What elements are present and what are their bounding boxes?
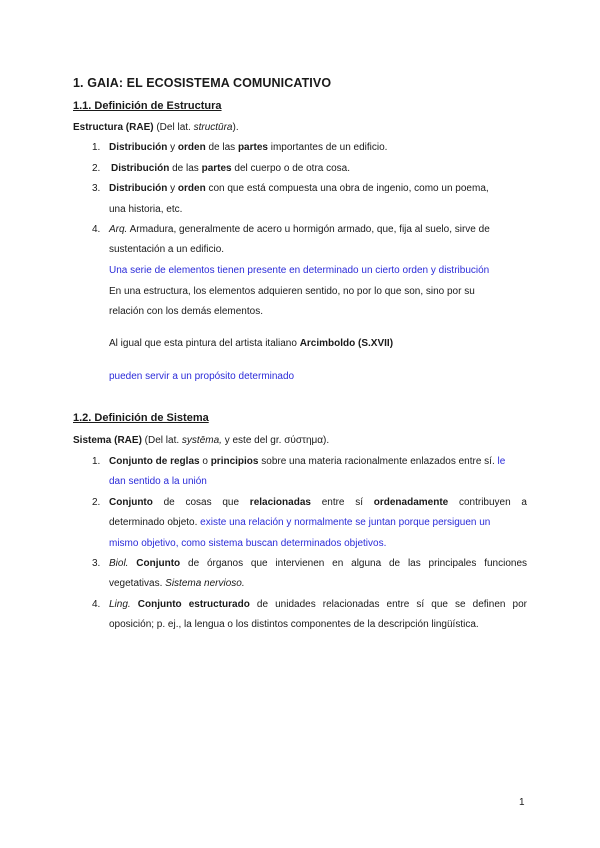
list-item-continuation: sustentación a un edificio.	[109, 244, 225, 255]
definition-header-estructura	[73, 121, 239, 134]
blue-note: dan sentido a la unión	[109, 476, 207, 487]
list-item-continuation: una historia, etc.	[109, 204, 183, 215]
definition-origin: (Del lat.	[153, 122, 194, 133]
definition-origin-end: ).	[232, 122, 239, 133]
list-number: 4.	[92, 224, 101, 235]
main-heading: 1. GAIA: EL ECOSISTEMA COMUNICATIVO	[73, 76, 332, 90]
definition-term: Estructura (RAE)	[73, 122, 154, 133]
definition-term: Sistema (RAE)	[73, 435, 142, 446]
blue-note: mismo objetivo, como sistema buscan determinados objetivos.	[109, 538, 387, 549]
list-number: 1.	[92, 142, 101, 153]
list-item-continuation: vegetativas. Sistema nervioso.	[109, 578, 245, 589]
section-title-estructura: 1.1. Definición de Estructura	[73, 100, 222, 112]
list-item: Arq. Armadura, generalmente de acero u hormigón armado, que, fija al suelo, sirve de	[109, 224, 490, 235]
definition-header-sistema	[73, 434, 329, 447]
list-item: Ling. Conjunto estructurado de unidades relacionadas entre sí que se definen por	[109, 599, 527, 610]
page-number: 1	[519, 797, 525, 808]
list-number: 2.	[92, 497, 101, 508]
paragraph-line: En una estructura, los elementos adquieren sentido, no por lo que son, sino por su	[109, 286, 475, 297]
list-item: Biol. Conjunto de órganos que intervienen en alguna de las principales funciones	[109, 558, 528, 569]
list-number: 3.	[92, 558, 101, 569]
section-title-sistema: 1.2. Definición de Sistema	[73, 412, 209, 424]
list-item: Conjunto de cosas que relacionadas entre sí ordenadamente contribuyen a	[109, 497, 527, 508]
list-item: Distribución y orden de las partes importantes de un edificio.	[109, 142, 388, 153]
list-item: Conjunto de reglas o principios sobre una materia racionalmente enlazados entre sí. le	[109, 456, 506, 467]
blue-note: pueden servir a un propósito determinado	[109, 371, 295, 382]
list-number: 4.	[92, 599, 101, 610]
definition-origin-word: systēma,	[181, 435, 222, 446]
blue-note: Una serie de elementos tienen presente en determinado un cierto orden y distribución	[109, 265, 490, 276]
paragraph-arcimboldo: Al igual que esta pintura del artista italiano Arcimboldo (S.XVII)	[109, 338, 394, 349]
list-item-continuation: oposición; p. ej., la lengua o los distintos componentes de la descripción lingüística.	[109, 619, 479, 630]
definition-origin: (Del lat.	[141, 435, 182, 446]
list-number: 1.	[92, 456, 101, 467]
list-item: Distribución y orden con que está compuesta una obra de ingenio, como un poema,	[109, 183, 489, 194]
definition-origin-end: y este del gr. σύστημα).	[221, 435, 330, 446]
definition-origin-word: structūra	[193, 122, 233, 133]
list-number: 3.	[92, 183, 101, 194]
list-item: Distribución de las partes del cuerpo o de otra cosa.	[111, 163, 351, 174]
list-number: 2.	[92, 163, 101, 174]
list-item-continuation: determinado objeto. existe una relación y normalmente se juntan porque persiguen un	[109, 517, 491, 528]
paragraph-line: relación con los demás elementos.	[109, 306, 263, 317]
